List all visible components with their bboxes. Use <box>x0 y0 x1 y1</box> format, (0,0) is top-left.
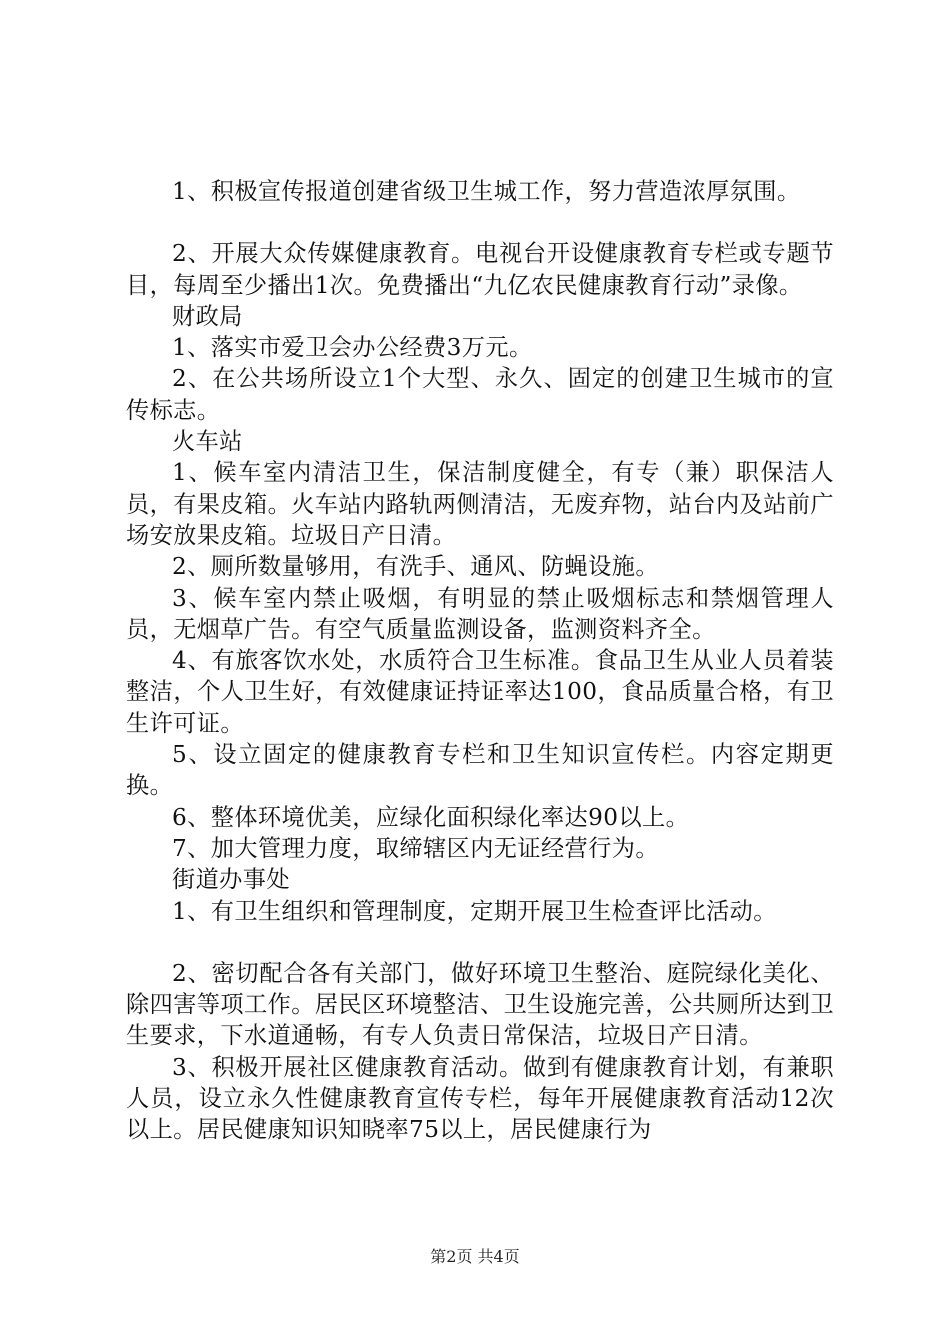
document-body <box>126 176 834 1146</box>
paragraph: 2、密切配合各有关部门，做好环境卫生整治、庭院绿化美化、除四害等项工作。居民区环境整洁、卫生设施完善，公共厕所达到卫生要求，下水道通畅，有专人负责日常保洁，垃圾日产日清。 <box>126 959 834 1050</box>
paragraph: 5、设立固定的健康教育专栏和卫生知识宣传栏。内容定期更换。 <box>126 741 834 800</box>
paragraph: 2、开展大众传媒健康教育。电视台开设健康教育专栏或专题节目，每周至少播出1次。免费播出“九亿农民健康教育行动”录像。 <box>126 240 834 299</box>
paragraph: 3、积极开展社区健康教育活动。做到有健康教育计划，有兼职人员，设立永久性健康教育宣传专栏，每年开展健康教育活动12次以上。居民健康知识知晓率75以上，居民健康行为 <box>126 1053 834 1144</box>
section-heading: 街道办事处 <box>172 866 290 894</box>
paragraph: 7、加大管理力度，取缔辖区内无证经营行为。 <box>172 834 659 862</box>
paragraph: 1、候车室内清洁卫生，保洁制度健全，有专（兼）职保洁人员，有果皮箱。火车站内路轨两侧清洁，无废弃物，站台内及站前广场安放果皮箱。垃圾日产日清。 <box>126 459 834 549</box>
page-footer: 第2页 共4页 <box>430 1247 520 1266</box>
paragraph: 6、整体环境优美，应绿化面积绿化率达90以上。 <box>172 803 690 831</box>
section-heading: 火车站 <box>172 428 243 456</box>
paragraph: 3、候车室内禁止吸烟，有明显的禁止吸烟标志和禁烟管理人员，无烟草广告。有空气质量监测设备，监测资料齐全。 <box>126 584 834 643</box>
paragraph: 2、厕所数量够用，有洗手、通风、防蝇设施。 <box>172 553 659 581</box>
paragraph: 1、有卫生组织和管理制度，定期开展卫生检查评比活动。 <box>172 897 777 925</box>
paragraph: 4、有旅客饮水处，水质符合卫生标准。食品卫生从业人员着装整洁，个人卫生好，有效健康证持证率达100，食品质量合格，有卫生许可证。 <box>126 647 834 737</box>
section-heading: 财政局 <box>172 302 243 330</box>
paragraph: 1、积极宣传报道创建省级卫生城工作，努力营造浓厚氛围。 <box>172 178 801 205</box>
paragraph: 2、在公共场所设立1个大型、永久、固定的创建卫生城市的宣传标志。 <box>126 365 834 424</box>
paragraph: 1、落实市爱卫会办公经费3万元。 <box>172 334 533 362</box>
